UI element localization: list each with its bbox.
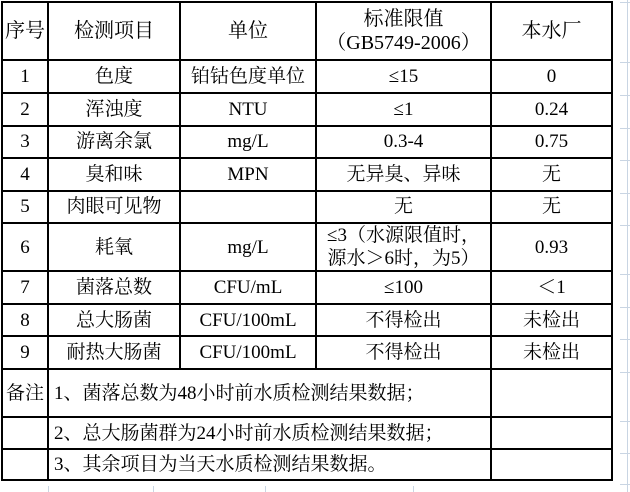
table-row [2,271,612,304]
gridline-stub-h [620,95,630,96]
gridline-stub-h [620,274,630,275]
remark-line: 3、其余项目为当天水质检测结果数据。 [48,449,491,480]
cell-no: 2 [2,93,48,126]
cell-unit: 铂钴色度单位 [180,60,316,93]
table-row [2,126,612,158]
cell-no: 4 [2,158,48,191]
cell-item: 肉眼可见物 [48,191,180,223]
gridline-stub-v [265,486,266,492]
gridline-stub-h [620,2,630,3]
header-plant: 本水厂 [491,2,612,60]
gridline-stub-h [620,372,630,373]
cell-no: 7 [2,271,48,304]
cell-unit: MPN [180,158,316,191]
cell-value: 未检出 [491,336,612,369]
cell-no: 5 [2,191,48,223]
cell-limit: ≤3（水源限值时，源水＞6时，为5） [316,223,491,271]
cell-no: 1 [2,60,48,93]
cell-limit: ≤1 [316,93,491,126]
remark-row [2,449,612,480]
cell-no: 6 [2,223,48,271]
table-row [2,60,612,93]
cell-value: ＜1 [491,271,612,304]
remark-row [2,369,612,417]
cell-unit: mg/L [180,223,316,271]
header-no: 序号 [2,2,48,60]
cell-limit: ≤15 [316,60,491,93]
cell-value: 0 [491,60,612,93]
gridline-stub-h [620,225,630,226]
cell-no: 3 [2,126,48,158]
table-row [2,93,612,126]
gridline-stub-v [413,486,414,492]
cell-limit: 0.3-4 [316,126,491,158]
header-item: 检测项目 [48,2,180,60]
cell-item: 臭和味 [48,158,180,191]
gridline-stub-h [620,339,630,340]
cell-limit: 不得检出 [316,336,491,369]
cell-unit: NTU [180,93,316,126]
gridline-stub-h [620,307,630,308]
cell-limit: 无 [316,191,491,223]
gridline-stub-h [620,160,630,161]
header-unit: 单位 [180,2,316,60]
report-table [1,1,613,481]
table-row [2,223,612,271]
cell-value: 0.93 [491,223,612,271]
table-row [2,158,612,191]
cell-limit: 无异臭、异味 [316,158,491,191]
table-row [2,304,612,336]
gridline-stub-h [620,484,630,485]
cell-unit: CFU/100mL [180,336,316,369]
remark-empty-cell [2,417,48,449]
header-limit: 标准限值（GB5749-2006） [316,2,491,60]
cell-unit: CFU/100mL [180,304,316,336]
remark-row [2,417,612,449]
gridline-stub-h [620,128,630,129]
cell-item: 总大肠菌 [48,304,180,336]
gridline-stub-v [48,486,49,492]
cell-item: 游离余氯 [48,126,180,158]
gridline-stub-v [153,486,154,492]
water-quality-table [1,1,613,481]
cell-limit: ≤100 [316,271,491,304]
cell-unit: CFU/mL [180,271,316,304]
remark-empty-cell [491,417,612,449]
remark-line: 2、总大肠菌群为24小时前水质检测结果数据； [48,417,491,449]
header-row [2,2,612,60]
gridline-stub-h [620,62,630,63]
remark-empty-cell [2,449,48,480]
cell-unit [180,191,316,223]
remark-label: 备注 [2,369,48,417]
cell-item: 耗氧 [48,223,180,271]
table-row [2,191,612,223]
cell-no: 8 [2,304,48,336]
table-row [2,336,612,369]
cell-value: 无 [491,158,612,191]
cell-no: 9 [2,336,48,369]
remark-empty-cell [491,449,612,480]
cell-item: 耐热大肠菌 [48,336,180,369]
cell-unit: mg/L [180,126,316,158]
cell-value: 0.24 [491,93,612,126]
cell-item: 色度 [48,60,180,93]
cell-item: 浑浊度 [48,93,180,126]
cell-value: 未检出 [491,304,612,336]
gridline-stub-h [620,193,630,194]
remark-empty-cell [491,369,612,417]
cell-value: 0.75 [491,126,612,158]
gridline-stub-h [620,453,630,454]
cell-value: 无 [491,191,612,223]
cell-limit: 不得检出 [316,304,491,336]
gridline-right-edge [627,0,628,492]
gridline-stub-h [620,421,630,422]
cell-item: 菌落总数 [48,271,180,304]
remark-line: 1、菌落总数为48小时前水质检测结果数据； [48,369,491,417]
